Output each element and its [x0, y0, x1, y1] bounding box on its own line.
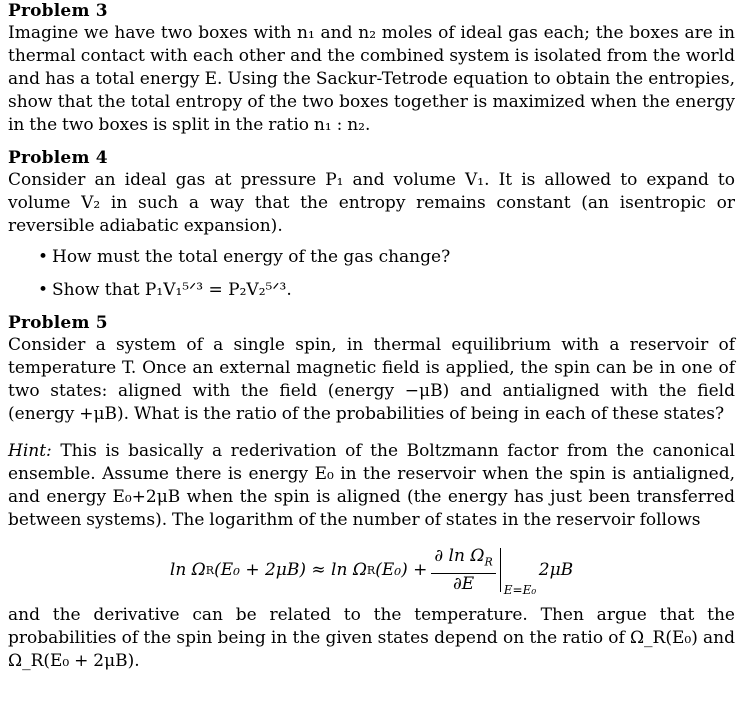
problem-3-title: Problem 3	[8, 1, 108, 21]
bullet-icon: •	[38, 280, 49, 300]
problem-3	[8, 0, 735, 137]
problem-4-bullet-1	[38, 246, 735, 269]
equation-rhs-argument: (E₀) +	[375, 559, 428, 580]
hint-text: This is basically a rederivation of the Boltzmann factor from the canonical ensemble. Assume there is energy E₀ in the reservoir when the spin is antialigned, and energy E₀+2μB when the spin is aligned (the energy has just been transferred between systems). The logarithm of the number of states in the reservoir follows	[8, 441, 735, 530]
evaluation-point: E=E₀	[503, 583, 537, 597]
problem-5-text: Consider a system of a single spin, in thermal equilibrium with a reservoir of temperature T. Once an external magnetic field is applied, the spin can be in one of two states: aligned with the field (energy −μB) and antialigned with the field (energy +μB). What is the ratio of the probabilities of being in each of these states?	[8, 335, 735, 424]
bullet-text: How must the total energy of the gas change?	[52, 247, 451, 267]
fraction-numerator-subscript: R	[484, 555, 493, 569]
fraction-numerator: ∂ $\ln \Omega_R$	[431, 546, 495, 573]
equation	[8, 544, 735, 596]
equation-derivative-fraction	[431, 546, 495, 593]
problem-5-title: Problem 5	[8, 313, 108, 333]
problem-3-text: Imagine we have two boxes with n₁ and n₂ moles of ideal gas each; the boxes are in thermal contact with each other and the combined system is isolated from the world and has a total energy E. Using the Sackur-Tetrode equation to obtain the entropies, show that the total entropy of the two boxes together is maximized when the energy in the two boxes is split in the ratio n₁ : n₂.	[8, 23, 735, 135]
problem-5-hint	[8, 440, 735, 532]
equation-rhs-subscript: R	[366, 563, 376, 577]
evaluation-bar	[500, 548, 537, 597]
bullet-icon: •	[38, 247, 49, 267]
hint-label: Hint:	[8, 441, 52, 461]
equation-factor: 2μB	[538, 559, 574, 580]
bullet-text: Show that P₁V₁⁵ᐟ³ = P₂V₂⁵ᐟ³.	[52, 280, 292, 300]
problem-4-bullet-2	[38, 279, 735, 302]
equation-lhs-argument: (E₀ + 2μB) ≈ ln Ω	[214, 559, 367, 580]
problem-5-closing: and the derivative can be related to the temperature. Then argue that the probabilities of the spin being in the given states depend on the ratio of Ω_R(E₀) and Ω_R(E₀ + 2μB).	[8, 605, 735, 671]
problem-4-bullet-list	[8, 246, 735, 302]
fraction-denominator: ∂E	[452, 573, 475, 594]
equation-lhs: ln Ω	[169, 559, 206, 580]
equation-lhs-subscript: R	[205, 563, 215, 577]
problem-4-title: Problem 4	[8, 148, 108, 168]
problem-4	[8, 147, 735, 302]
problem-4-text: Consider an ideal gas at pressure P₁ and volume V₁. It is allowed to expand to volume V₂ in such a way that the entropy remains constant (an isentropic or reversible adiabatic expansion).	[8, 170, 735, 236]
problem-5	[8, 312, 735, 673]
